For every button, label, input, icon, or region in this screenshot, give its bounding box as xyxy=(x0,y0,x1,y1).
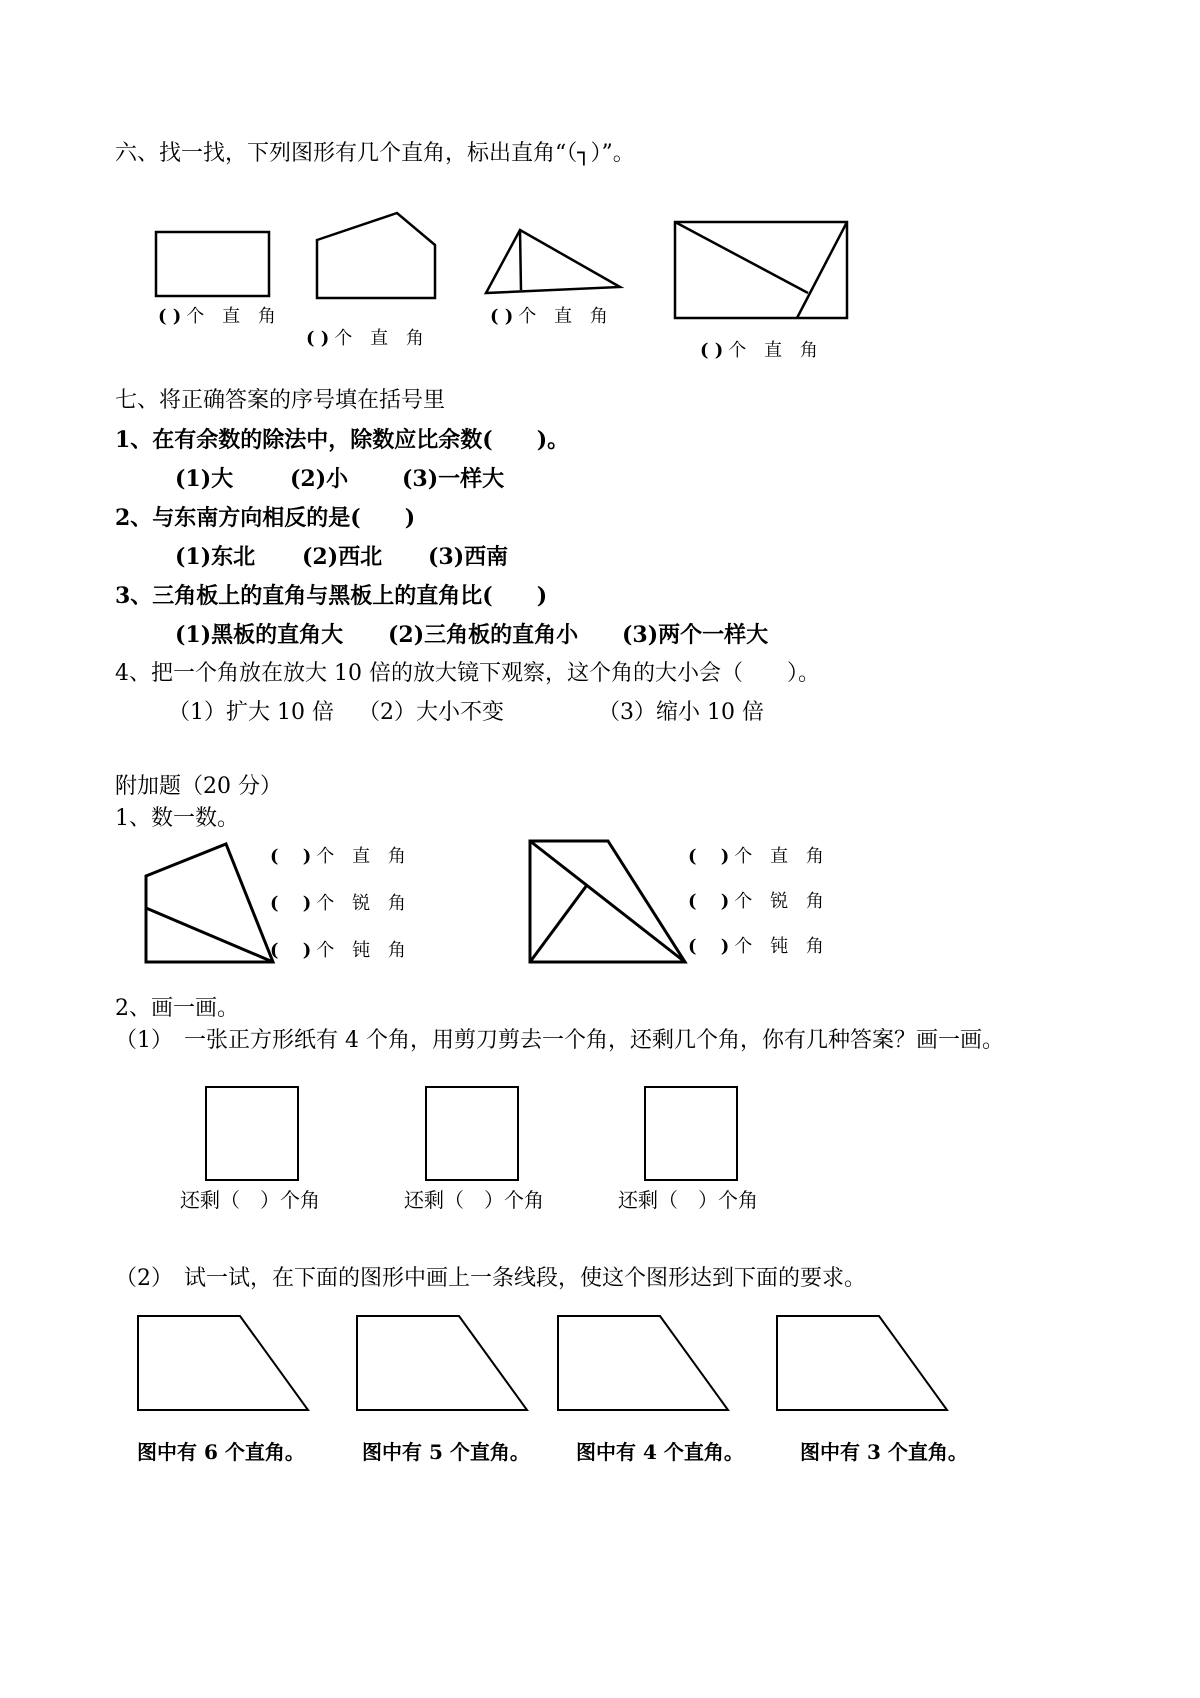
draw-title: 2、画一画。 xyxy=(115,996,239,1021)
trapezoid-1 xyxy=(138,1316,308,1410)
count-right-right: ( ) 个 直 角 xyxy=(688,846,830,867)
remain-label-3: 还剩（ ）个角 xyxy=(618,1188,758,1212)
count-left-right: ( ) 个 直 角 xyxy=(270,846,412,867)
square-3 xyxy=(645,1087,737,1180)
trapezoid-2 xyxy=(357,1316,527,1410)
shape1-answer: ( ) 个 直 角 xyxy=(158,306,282,327)
shape3-answer: ( ) 个 直 角 xyxy=(490,306,614,327)
q4-option-1: （1）扩大 10 倍 xyxy=(168,700,334,725)
caption-6: 图中有 6 个直角。 xyxy=(137,1440,305,1464)
count-right-acute: ( ) 个 锐 角 xyxy=(688,891,830,912)
q2-option-3: (3)西南 xyxy=(428,544,509,570)
q3-option-1: (1)黑板的直角大 xyxy=(175,622,344,648)
remain-label-2: 还剩（ ）个角 xyxy=(404,1188,544,1212)
section6-title: 六、找一找，下列图形有几个直角，标出直角“（┐）”。 xyxy=(115,140,635,166)
caption-3: 图中有 3 个直角。 xyxy=(800,1440,968,1464)
q4-text: 4、把一个角放在放大 10 倍的放大镜下观察，这个角的大小会（ ）。 xyxy=(115,661,820,686)
shape4-answer: ( ) 个 直 角 xyxy=(700,340,824,361)
bonus-title: 附加题（20 分） xyxy=(115,774,282,799)
draw-p2: （2） 试一试，在下面的图形中画上一条线段，使这个图形达到下面的要求。 xyxy=(115,1266,866,1291)
caption-5: 图中有 5 个直角。 xyxy=(362,1440,530,1464)
rectangle-shape xyxy=(156,232,269,296)
q1-text: 1、在有余数的除法中，除数应比余数( )。 xyxy=(115,427,570,453)
q1-option-3: (3)一样大 xyxy=(402,466,505,492)
trapezoid-4 xyxy=(777,1316,947,1410)
draw-p1: （1） 一张正方形纸有 4 个角，用剪刀剪去一个角，还剩几个角，你有几种答案？画一画。 xyxy=(115,1028,1004,1053)
square-1 xyxy=(206,1087,298,1180)
count-right-obtuse: ( ) 个 钝 角 xyxy=(688,936,830,957)
triangle-shape xyxy=(486,230,620,293)
divided-rectangle-shape xyxy=(675,222,847,318)
trapezoid-3 xyxy=(558,1316,728,1410)
count-title: 1、数一数。 xyxy=(115,806,239,831)
shape2-answer: ( ) 个 直 角 xyxy=(306,328,430,349)
square-2 xyxy=(426,1087,518,1180)
count-figure-right xyxy=(530,841,685,962)
count-left-obtuse: ( ) 个 钝 角 xyxy=(270,940,412,961)
count-figure-left xyxy=(146,844,273,962)
caption-4: 图中有 4 个直角。 xyxy=(576,1440,744,1464)
q1-option-2: (2)小 xyxy=(290,466,349,492)
q4-option-3: （3）缩小 10 倍 xyxy=(598,700,764,725)
q3-option-2: (2)三角板的直角小 xyxy=(388,622,579,648)
section7-title: 七、将正确答案的序号填在括号里 xyxy=(115,388,446,413)
remain-label-1: 还剩（ ）个角 xyxy=(180,1188,320,1212)
q2-option-1: (1)东北 xyxy=(175,544,256,570)
q2-option-2: (2)西北 xyxy=(302,544,383,570)
count-left-acute: ( ) 个 锐 角 xyxy=(270,893,412,914)
pentagon-shape xyxy=(317,213,435,298)
q4-option-2: （2）大小不变 xyxy=(358,700,504,725)
q3-text: 3、三角板上的直角与黑板上的直角比( ) xyxy=(115,583,548,609)
q2-text: 2、与东南方向相反的是( ) xyxy=(115,505,416,531)
right-angle-mark: ┐ xyxy=(577,140,591,166)
q1-option-1: (1)大 xyxy=(175,466,234,492)
q3-option-3: (3)两个一样大 xyxy=(622,622,769,648)
